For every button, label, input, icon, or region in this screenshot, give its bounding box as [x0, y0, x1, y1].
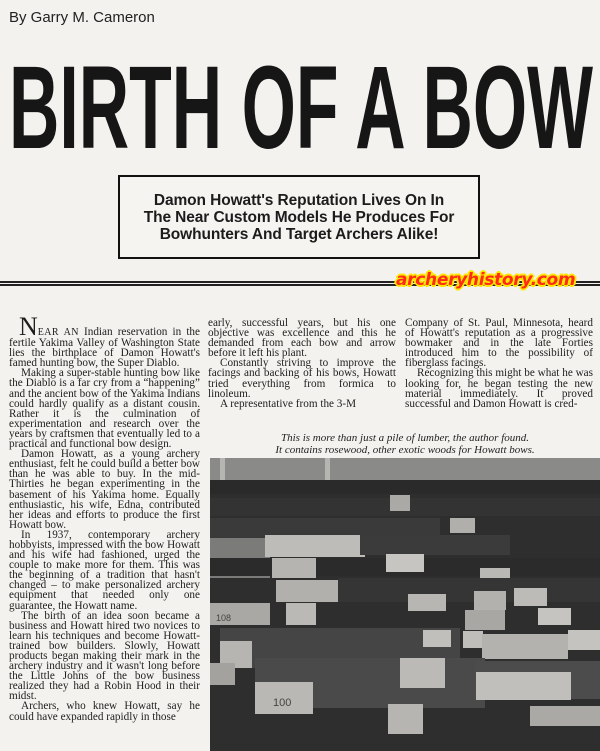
lead-caps: EAR AN: [37, 327, 79, 338]
paragraph: early, successful years, but his one objective was excellence and this he demanded from each bow and arrow before it left his plant.: [208, 317, 396, 360]
caption-line: This is more than just a pile of lumber, the author found.: [280, 432, 529, 444]
headline-text: BIRTH OF A BOW: [9, 60, 594, 156]
paragraph: Archers, who knew Howatt, say he could have expanded rapidly in those: [9, 700, 200, 723]
article-column-3: [405, 318, 593, 409]
lumber-label: 108: [216, 613, 232, 623]
article-column-2: [208, 318, 396, 409]
paragraph: [9, 312, 200, 370]
paragraph: The birth of an idea soon became a business and Howatt hired two novices to learn his techniques and become Howatt-trained bow builders. Slowly, Howatt products began making their mark in the archery industry and it wasn't long before the Little Johns of the bow business realized they had a Robin Hood in their midst.: [9, 609, 200, 703]
paragraph: In 1937, contemporary archery hobbyists, impressed with the bow Howatt and his wife had fashioned, urged the couple to make more for them. This was the beginning of a tradition that hasn't changed – to make personalized archery equipment that needed only one guarantee, the Howatt name.: [9, 528, 200, 612]
byline: By Garry M. Cameron: [9, 9, 155, 26]
caption-line: It contains rosewood, other exotic woods for Howatt bows.: [275, 443, 535, 456]
watermark: archeryhistory.com: [396, 270, 576, 290]
lumber-label: 100: [273, 697, 292, 709]
drop-cap: N: [19, 312, 38, 341]
article-column-1: [9, 312, 200, 723]
paragraph: Making a super-stable hunting bow like the Diablo is a far cry from a “happening” and the ancient bow of the Yakima Indians could hardly qualify as a distant cousin. Rather it is the culmination of experimentation and research over the years by craftsmen that eventually led to a practical and functional bow design.: [9, 367, 200, 451]
paragraph: Recognizing this might be what he was looking for, he began testing the new material immediately. It proved successful and Damon Howatt is cred-: [405, 367, 593, 410]
photo-caption: [210, 433, 600, 456]
deck-line: The Near Custom Models He Produces For: [143, 208, 455, 226]
lumber-photo: [210, 458, 600, 751]
deck-line: Damon Howatt's Reputation Lives On In: [153, 191, 445, 209]
deck-box: [118, 175, 480, 259]
deck-line: Bowhunters And Target Archers Alike!: [159, 225, 439, 243]
paragraph: A representative from the 3-M: [220, 397, 357, 410]
paragraph: Company of St. Paul, Minnesota, heard of Howatt's reputation as a progressive bowmaker and in the late Forties introduced him to the possibility of fiberglass facings.: [405, 317, 593, 370]
headline: [6, 60, 596, 156]
paragraph-text: Indian reservation in the fertile Yakima Valley of Washington State lies the birthplace of Damon Howatt's famed hunting bow, the Super Diablo.: [9, 326, 200, 370]
paragraph: Constantly striving to improve the facings and backing of his bows, Howatt tried everything from formica to linoleum.: [208, 357, 396, 400]
paragraph: Damon Howatt, as a young archery enthusiast, felt he could build a better bow than he was able to buy. In the mid-Thirties he began experimenting in the basement of his Yakima home. Equally enthusiastic, his wife, Edna, contributed her ideas and efforts to produce the first Howatt bow.: [9, 448, 200, 531]
